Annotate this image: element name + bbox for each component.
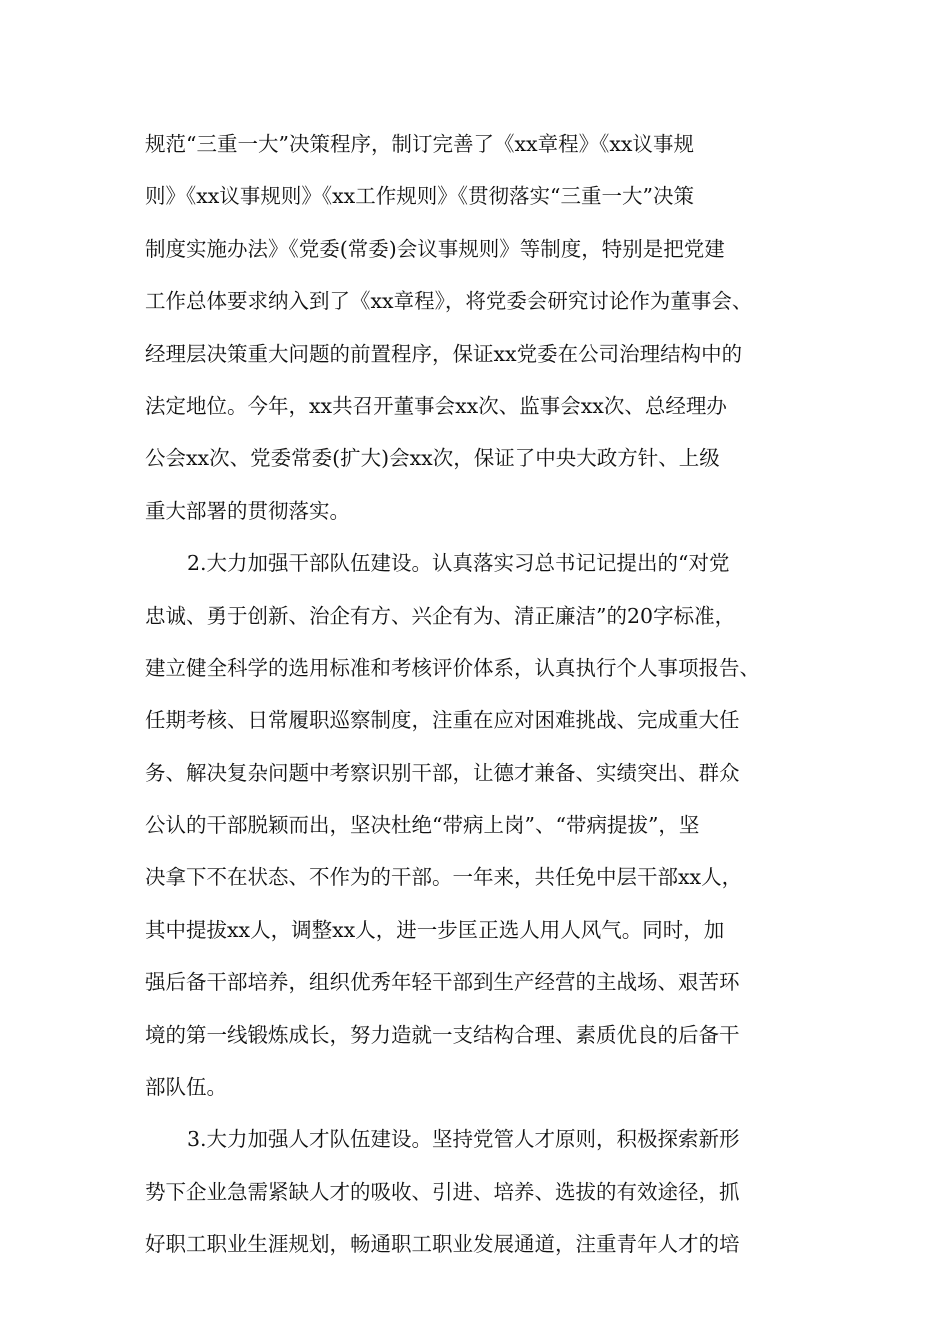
text-line: 务、解决复杂问题中考察识别干部，让德才兼备、实绩突出、群众 — [145, 760, 740, 785]
text-line: 规范“三重一大”决策程序，制订完善了《xx章程》《xx议事规 — [145, 132, 694, 156]
text-line: 经理层决策重大问题的前置程序，保证xx党委在公司治理结构中的 — [145, 341, 743, 366]
text-line: 任期考核、日常履职巡察制度，注重在应对困难挑战、完成重大任 — [145, 708, 740, 733]
text-line: 势下企业急需紧缺人才的吸收、引进、培养、选拔的有效途径，抓 — [145, 1179, 740, 1204]
body-text — [145, 118, 835, 1271]
text-line: 工作总体要求纳入到了《xx章程》，将党委会研究讨论作为董事会、 — [145, 289, 753, 314]
text-line: 建立健全科学的选用标准和考核评价体系，认真执行个人事项报告、 — [145, 655, 760, 680]
text-line: 境的第一线锻炼成长，努力造就一支结构合理、素质优良的后备干 — [145, 1022, 740, 1047]
text-line: 法定地位。今年，xx共召开董事会xx次、监事会xx次、总经理办 — [145, 393, 727, 418]
text-line: 公认的干部脱颖而出，坚决杜绝“带病上岗”、“带病提拔”，坚 — [145, 813, 700, 838]
text-line: 忠诚、勇于创新、治企有方、兴企有为、清正廉洁”的20字标准， — [145, 603, 736, 628]
text-line: 决拿下不在状态、不作为的干部。一年来，共任免中层干部xx人， — [145, 865, 743, 890]
text-line: 公会xx次、党委常委(扩大)会xx次，保证了中央大政方针、上级 — [145, 446, 720, 471]
text-line: 部队伍。 — [145, 1075, 227, 1100]
text-line: 重大部署的贯彻落实。 — [145, 498, 350, 523]
paragraph-2-first-line: 2.大力加强干部队伍建设。认真落实习总书记记提出的“对党 — [187, 551, 730, 576]
text-line: 则》《xx议事规则》《xx工作规则》《贯彻落实“三重一大”决策 — [145, 184, 694, 209]
text-line: 其中提拔xx人，调整xx人，进一步匡正选人用人风气。同时，加 — [145, 917, 725, 942]
text-line: 强后备干部培养，组织优秀年轻干部到生产经营的主战场、艰苦环 — [145, 970, 740, 995]
text-line: 好职工职业生涯规划，畅通职工职业发展通道，注重青年人才的培 — [145, 1232, 740, 1257]
paragraph-3-first-line: 3.大力加强人才队伍建设。坚持党管人才原则，积极探索新形 — [187, 1127, 740, 1152]
text-line: 制度实施办法》《党委(常委)会议事规则》等制度，特别是把党建 — [145, 236, 725, 261]
